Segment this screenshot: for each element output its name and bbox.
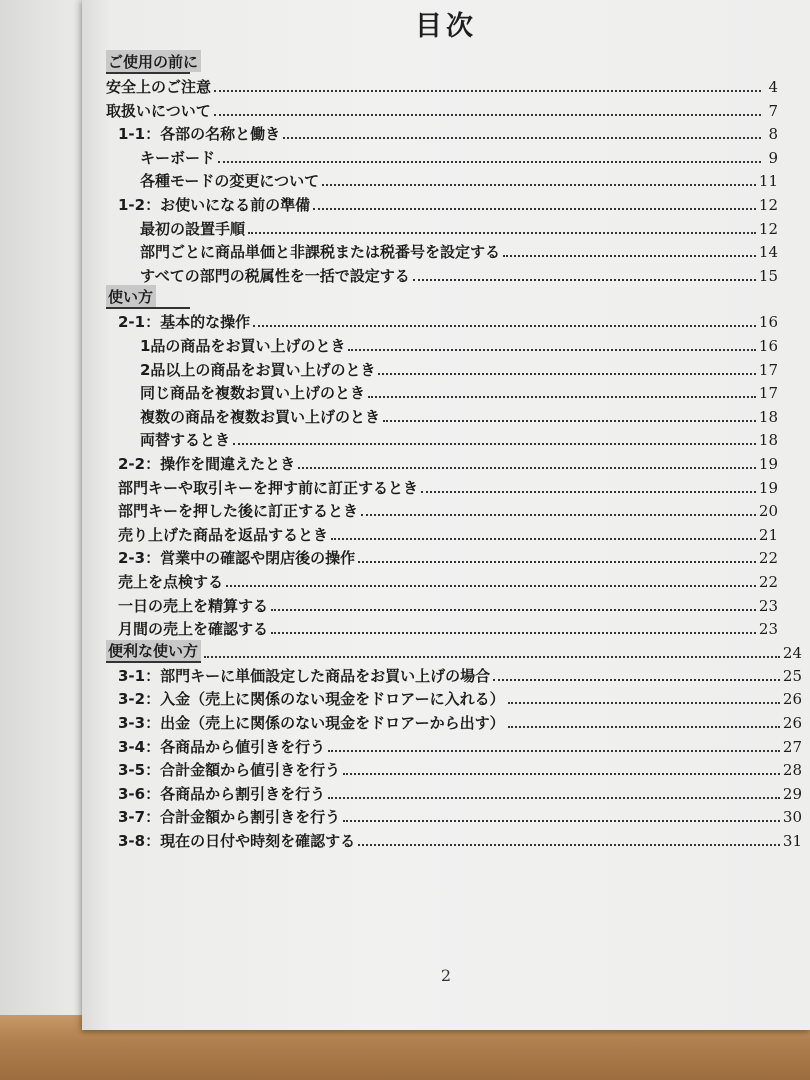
document-page [82, 0, 810, 1030]
toc-entry [118, 803, 802, 827]
dot-leader [361, 514, 756, 516]
toc-entry-label: 1品の商品をお買い上げのとき [140, 337, 346, 355]
toc-entry [118, 780, 802, 804]
dot-leader [298, 467, 756, 469]
dot-leader [328, 797, 780, 799]
toc-page-number: 9 [768, 148, 778, 167]
toc-page-number: 18 [758, 407, 778, 426]
toc-entry [140, 426, 778, 450]
dot-leader [421, 491, 756, 493]
toc-entry [118, 308, 778, 332]
toc-page-number: 18 [758, 431, 778, 450]
toc-entry-label: キーボード [140, 148, 216, 167]
toc-entry [118, 709, 802, 733]
toc-entry-label: 3-6：各商品から割引きを行う [118, 784, 326, 803]
toc-entry [106, 97, 778, 121]
toc-page-number: 19 [758, 478, 778, 497]
toc-entry-label: 2-3：営業中の確認や閉店後の操作 [118, 549, 356, 568]
toc-entry-label: 各種モードの変更について [140, 172, 320, 191]
toc-entry-label: 同じ商品を複数お買い上げのとき [140, 384, 366, 403]
dot-leader [343, 820, 780, 822]
toc-entry [118, 662, 802, 686]
toc-page-number: 8 [768, 125, 778, 144]
dot-leader [358, 844, 780, 846]
toc-page-number: 31 [782, 832, 802, 850]
toc-entry-label: すべての部門の税属性を一括で設定する [140, 266, 410, 285]
section-heading-before-use [106, 50, 199, 74]
dot-leader [214, 114, 761, 116]
toc-entry-label: 最初の設置手順 [140, 219, 246, 238]
toc-entry-label: 一日の売上を精算する [118, 596, 269, 615]
dot-leader [368, 396, 756, 398]
dot-leader [331, 538, 756, 540]
dot-leader [283, 137, 761, 139]
toc-page-number: 23 [758, 620, 778, 639]
toc-page-number: 12 [758, 196, 778, 214]
toc-entry-label: 月間の売上を確認する [118, 620, 269, 639]
toc-entry-label: 部門キーを押した後に訂正するとき [118, 502, 359, 521]
toc-entry [140, 262, 778, 286]
toc-page-number: 26 [782, 690, 802, 709]
toc-entry-label: 3-1：部門キーに単価設定した商品をお買い上げの場合 [118, 666, 491, 685]
dot-leader [253, 325, 756, 327]
dot-leader [503, 255, 756, 257]
toc-entry [118, 827, 802, 851]
toc-entry-label: 2-2：操作を間違えたとき [118, 455, 296, 473]
toc-entry [118, 592, 778, 616]
dot-leader [271, 609, 756, 611]
toc-entry [118, 120, 778, 144]
toc-entry-label: 2品以上の商品をお買い上げのとき [140, 360, 376, 379]
toc-entry-label: 両替するとき [140, 431, 231, 450]
toc-page-number: 30 [782, 808, 802, 827]
dot-leader [322, 184, 756, 186]
toc-entry-label: 2-1：基本的な操作 [118, 313, 251, 332]
toc-entry-label: 3-8：現在の日付や時刻を確認する [118, 832, 356, 850]
section-heading-label: ご使用の前に [106, 50, 201, 72]
section-heading-label: 使い方 [106, 285, 156, 307]
toc-page-number: 21 [758, 525, 778, 544]
dot-leader [493, 679, 780, 681]
toc-entry-label: 3-2：入金（売上に関係のない現金をドロアーに入れる） [118, 690, 505, 709]
toc-entry [118, 615, 778, 639]
toc-page-number: 16 [758, 313, 778, 332]
dot-leader [226, 585, 756, 587]
dot-leader [413, 279, 756, 281]
toc-page-number: 12 [758, 219, 778, 238]
toc-entry [140, 403, 778, 427]
toc-entry [118, 191, 778, 215]
dot-leader [218, 161, 761, 163]
dot-leader [343, 773, 780, 775]
dot-leader [248, 232, 756, 234]
dot-leader [271, 632, 756, 634]
toc-entry [118, 756, 802, 780]
toc-page-number: 16 [758, 337, 778, 355]
toc-entry [140, 379, 778, 403]
dot-leader [383, 420, 756, 422]
toc-entry [118, 733, 802, 757]
toc-page-number: 17 [758, 384, 778, 403]
toc-page-number: 29 [782, 784, 802, 803]
dot-leader [378, 373, 755, 375]
toc-page-number: 22 [758, 549, 778, 568]
toc-page-number: 22 [758, 573, 778, 591]
section-heading-convenient-use [106, 639, 802, 663]
toc-page-number: 7 [768, 101, 778, 120]
toc-page-number: 28 [782, 761, 802, 780]
toc-entry [140, 144, 778, 168]
dot-leader [348, 349, 755, 351]
toc-page-number: 20 [758, 502, 778, 521]
dot-leader [214, 90, 761, 92]
toc-page-number: 4 [768, 78, 778, 96]
section-heading-label: 便利な使い方 [106, 640, 201, 663]
toc-entry-label: 3-5：合計金額から値引きを行う [118, 761, 341, 780]
toc-entry-label: 取扱いについて [106, 101, 211, 120]
toc-entry [140, 238, 778, 262]
dot-leader [233, 443, 756, 445]
toc-page-number: 15 [758, 266, 778, 285]
toc-entry-label: 3-4：各商品から値引きを行う [118, 737, 326, 756]
toc-entry-label: 3-3：出金（売上に関係のない現金をドロアーから出す） [118, 714, 505, 732]
toc-page-number: 14 [758, 243, 778, 262]
toc-entry [106, 73, 778, 97]
toc-page-number: 17 [758, 360, 778, 379]
toc-page-number: 26 [782, 714, 802, 732]
toc-entry [140, 215, 778, 239]
toc-page-number: 19 [758, 455, 778, 473]
toc-page-number: 23 [758, 596, 778, 615]
dot-leader [358, 561, 756, 563]
toc-entry [118, 544, 778, 568]
toc-entry [118, 568, 778, 592]
toc-entry-label: 複数の商品を複数お買い上げのとき [140, 407, 381, 426]
toc-page-number: 11 [758, 172, 778, 191]
toc-entry [140, 167, 778, 191]
toc-entry [118, 497, 778, 521]
toc-entry [118, 685, 802, 709]
dot-leader [508, 702, 780, 704]
toc-entry-label: 1-2：お使いになる前の準備 [118, 196, 311, 214]
toc-entry-label: 3-7：合計金額から割引きを行う [118, 808, 341, 827]
dot-leader [313, 208, 756, 210]
dot-leader [508, 726, 780, 728]
toc-entry [140, 332, 778, 356]
toc-page-number: 27 [782, 737, 802, 756]
toc-entry-label: 安全上のご注意 [106, 78, 212, 96]
toc-entry [140, 356, 778, 380]
toc-entry-label: 売上を点検する [118, 573, 224, 591]
section-heading-how-to-use [106, 285, 190, 309]
toc-entry-label: 部門キーや取引キーを押す前に訂正するとき [118, 478, 419, 497]
toc-entry-label: 1-1：各部の名称と働き [118, 125, 281, 144]
dot-leader [328, 750, 780, 752]
toc-page-number: 24 [782, 643, 802, 662]
page-number: 2 [440, 966, 452, 985]
toc-entry [118, 474, 778, 498]
toc-entry [118, 450, 778, 474]
dot-leader [204, 656, 780, 658]
toc-entry-label: 売り上げた商品を返品するとき [118, 525, 329, 544]
toc-entry [118, 521, 778, 545]
page-title: 目次 [415, 11, 477, 42]
toc-entry-label: 部門ごとに商品単価と非課税または税番号を設定する [140, 243, 501, 262]
toc-page-number: 25 [782, 666, 802, 685]
